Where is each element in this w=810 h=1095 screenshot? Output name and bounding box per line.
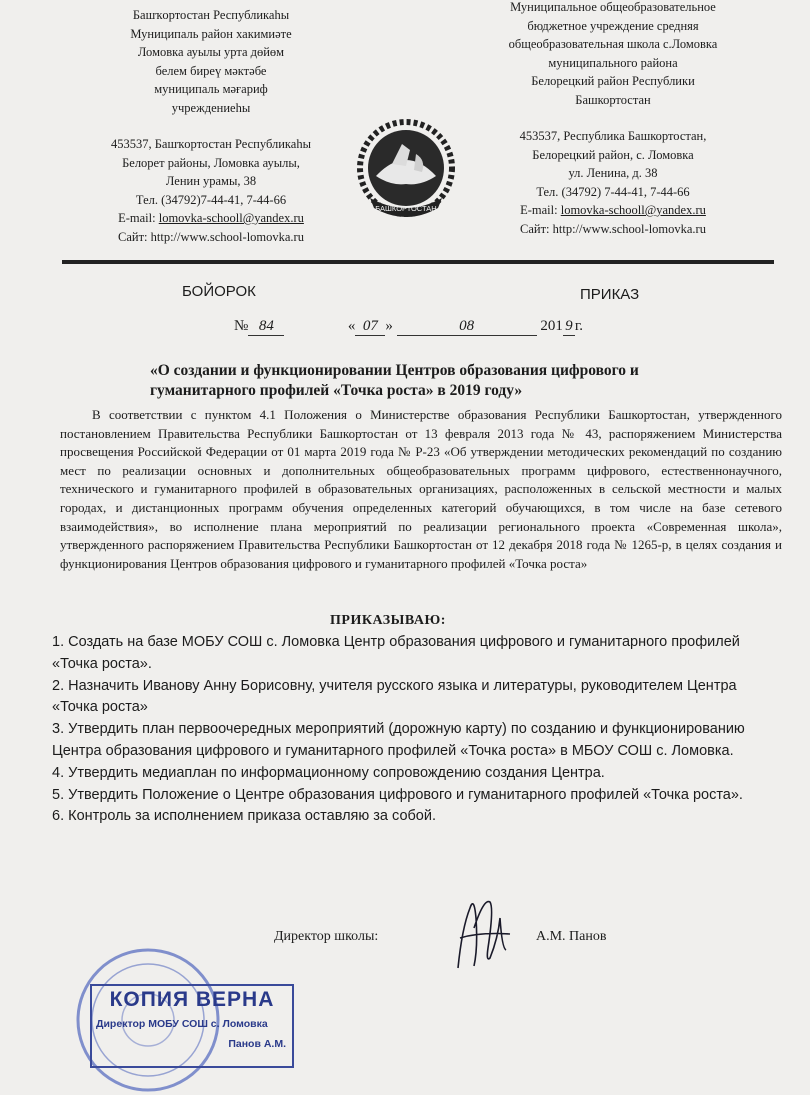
header-right: [488, 0, 738, 238]
order-number-date: [234, 318, 583, 336]
handwritten-signature-icon: [440, 888, 520, 978]
header-right-line: Башкортостан: [575, 92, 651, 107]
document-title: «О создании и функционировании Центров образования цифрового и гуманитарного профилей «Точка роста» в 2019 году»: [150, 362, 639, 399]
signatory-name: А.М. Панов: [536, 929, 607, 944]
year-end: г.: [574, 318, 584, 334]
order-label-bashkir: БОЙОРОК: [182, 283, 256, 300]
list-item: 2. Назначить Иванову Анну Борисовну, учителя русского языка и литературы, руководителем Центра «Точка роста»: [52, 677, 737, 716]
header-left-address: Ленин урамы, 38: [165, 174, 257, 188]
header-left-email-row: [96, 209, 326, 228]
header-right-email-row: [488, 201, 738, 220]
header-right-line: общеобразовательная школа с.Ломовка: [508, 37, 718, 51]
stamp-title: КОПИЯ ВЕРНА: [109, 988, 275, 1011]
bashkortostan-emblem-icon: [346, 114, 466, 226]
email-label: E-mail:: [118, 211, 159, 225]
header-left-line: Ломовка ауылы урта дөйөм: [137, 45, 285, 59]
order-day: 07: [355, 318, 385, 336]
list-item: 6. Контроль за исполнением приказа оставляю за собой.: [52, 808, 437, 825]
header-right-address: Белорецкий район, с. Ломовка: [532, 147, 694, 162]
header-left: [96, 6, 326, 246]
header-left-phone: Тел. (34792)7-44-41, 7-44-66: [135, 192, 287, 207]
header-left-line: Муниципаль район хакимиәте: [130, 26, 292, 41]
quote-open: «: [347, 318, 356, 334]
order-label-russian: ПРИКАЗ: [580, 286, 640, 303]
order-number: 84: [248, 318, 284, 336]
number-sign: №: [234, 318, 249, 334]
signature-title: Директор школы:: [274, 929, 379, 944]
decree-heading: ПРИКАЗЫВАЮ:: [330, 613, 446, 628]
header-left-line: учреждениеһы: [171, 100, 251, 115]
header-right-site[interactable]: Сайт: http://www.school-lomovka.ru: [520, 221, 706, 236]
header-left-line: Башҡортостан Республикаһы: [132, 8, 290, 22]
year-prefix: 201: [540, 318, 563, 334]
stamp-name: Панов А.М.: [228, 1038, 286, 1050]
email-link[interactable]: lomovka-schooll@yandex.ru: [158, 211, 304, 225]
email-label: E-mail:: [520, 203, 561, 217]
header-left-address: Белорет районы, Ломовка ауылы,: [122, 155, 300, 170]
header-left-line: белем биреү мәктәбе: [155, 63, 267, 78]
header-right-address: 453537, Республика Башкортостан,: [519, 129, 707, 143]
list-item: 4. Утвердить медиаплан по информационному сопровождению создания Центра.: [52, 764, 605, 781]
order-month: 08: [397, 318, 537, 336]
header-right-line: Муниципальное общеобразовательное: [510, 0, 716, 14]
year-suffix: 9: [563, 318, 575, 336]
header-divider: [62, 260, 774, 264]
preamble-text: В соответствии с пунктом 4.1 Положения о Министерстве образования Республики Башкортостан, утвержденного постановлением Правительства Республики Башкортостан от 13 февраля 2013 года № 43, распоряжением Министерства просвещения Российской Федерации от 01 марта 2019 года № Р-23 «Об утверждении методических рекомендаций по созданию мест по реализации основных и дополнительных общеобразовательных программ цифрового, естественнонаучного, технического и гуманитарного профилей в образовательных организациях, расположенных в сельской местности и малых городах, и дистанционных программ обучения определенных категорий обучающихся, в том числе на базе сетевого взаимодействия», во исполнение плана мероприятий по реализации регионального проекта «Современная школа», утвержденного распоряжением Правительства Республики Башкортостан от 12 декабря 2018 года № 1265-р, в целях создания и функционирования Центров образования цифрового и гуманитарного профилей «Точка роста»: [60, 407, 782, 571]
header-left-address: 453537, Башҡортостан Республикаһы: [110, 137, 311, 151]
header-left-site[interactable]: Сайт: http://www.school-lomovka.ru: [118, 229, 304, 244]
email-link[interactable]: lomovka-schooll@yandex.ru: [560, 203, 706, 217]
header-right-line: муниципального района: [548, 55, 678, 70]
list-item: 3. Утвердить план первоочередных мероприятий (дорожную карту) по созданию и функционированию Центра образования цифрового и гуманитарного профилей «Точка роста» в МБОУ СОШ с. Ломовка.: [52, 721, 745, 759]
list-item: 1. Создать на базе МОБУ СОШ с. Ломовка Центр образования цифрового и гуманитарного профилей «Точка роста».: [52, 634, 740, 672]
order-items-list: [52, 632, 768, 828]
header-right-phone: Тел. (34792) 7-44-41, 7-44-66: [536, 184, 690, 199]
header-right-address: ул. Ленина, д. 38: [568, 166, 658, 180]
list-item: 5. Утвердить Положение о Центре образования цифрового и гуманитарного профилей «Точка роста».: [52, 786, 743, 803]
emblem-text: БАШКОРТОСТАН: [375, 204, 437, 213]
quote-close: »: [385, 318, 393, 334]
header-right-line: Белорецкий район Республики: [531, 74, 695, 88]
header-left-line: муниципаль мәғариф: [154, 82, 268, 96]
header-right-line: бюджетное учреждение средняя: [527, 18, 699, 33]
stamp-position: Директор МОБУ СОШ с. Ломовка: [96, 1018, 268, 1030]
certified-copy-stamp: [90, 984, 294, 1068]
